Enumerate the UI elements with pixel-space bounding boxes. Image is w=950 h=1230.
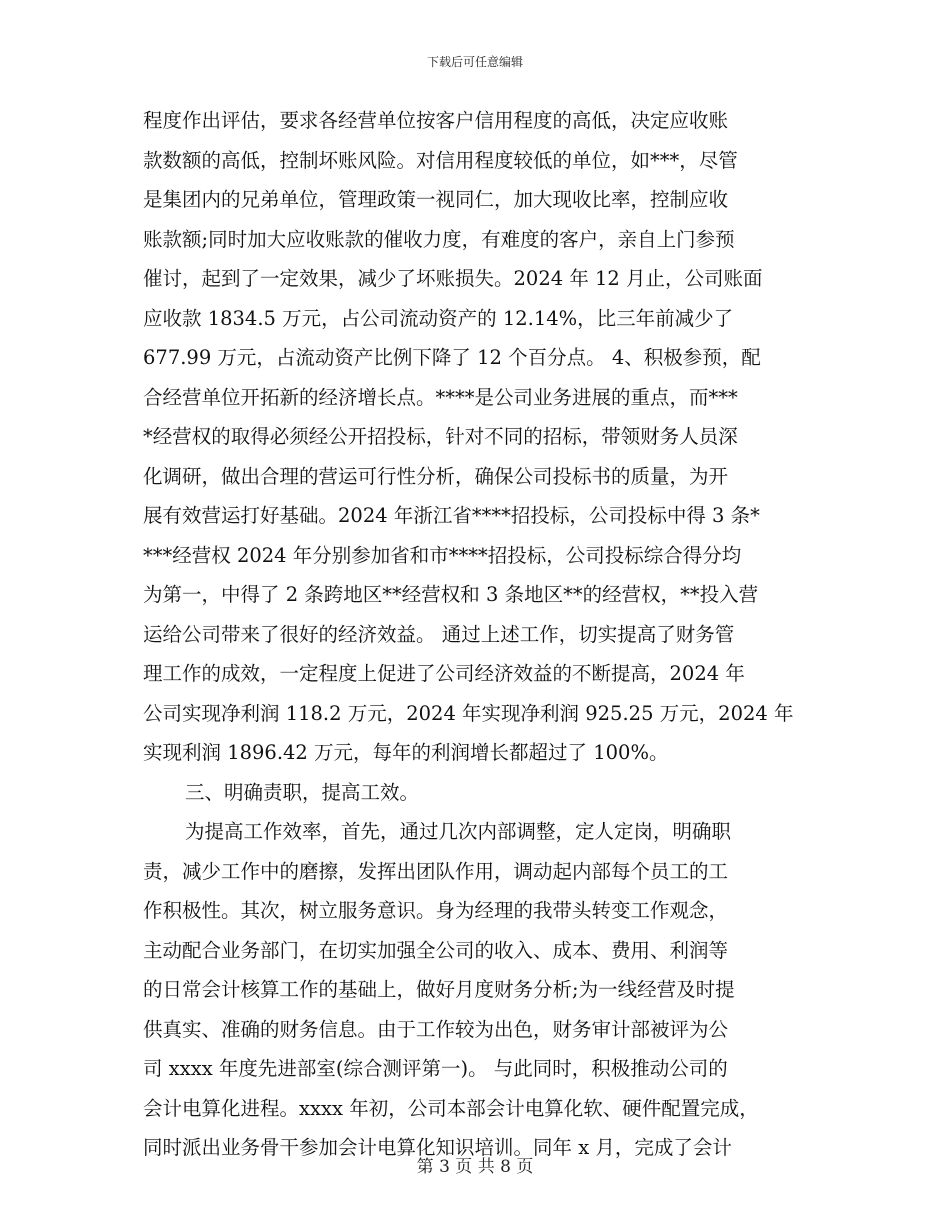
text-line: 供真实、准确的财务信息。由于工作较为出色，财务审计部被评为公 [143,1017,729,1041]
text-line: 实现利润 1896.42 万元，每年的利润增长都超过了 100%。 [143,741,669,764]
text-line: 主动配合业务部门，在切实加强全公司的收入、成本、费用、利润等 [143,938,729,962]
text-line: 会计电算化进程。xxxx 年初，公司本部会计电算化软、硬件配置完成， [143,1096,759,1120]
text-line: 合经营单位开拓新的经济增长点。****是公司业务进展的重点，而*** [143,385,738,409]
text-line: 的日常会计核算工作的基础上，做好月度财务分析;为一线经营及时提 [143,978,735,1001]
text-line: 为第一，中得了 2 条跨地区**经营权和 3 条地区**的经营权，**投入营 [143,583,759,606]
text-line: 催讨，起到了一定效果，减少了坏账损失。2024 年 12 月止，公司账面 [143,267,763,290]
text-line: 化调研，做出合理的营运可行性分析，确保公司投标书的质量，为开 [143,464,729,488]
text-line: 应收款 1834.5 万元，占公司流动资产的 12.14%，比三年前减少了 [143,306,734,330]
text-line: 展有效营运打好基础。2024 年浙江省****招投标，公司投标中得 3 条* [143,504,760,527]
text-line: 公司实现净利润 118.2 万元，2024 年实现净利润 925.25 万元，2024 年 [143,701,794,725]
text-line: 程度作出评估，要求各经营单位按客户信用程度的高低，决定应收账 [143,109,729,132]
text-line: 款数额的高低，控制坏账风险。对信用程度较低的单位，如***，尽管 [143,148,738,172]
text-line: 是集团内的兄弟单位，管理政策一视同仁，加大现收比率，控制应收 [143,188,729,211]
text-line: 司 xxxx 年度先进部室(综合测评第一)。 与此同时，积极推动公司的 [143,1057,728,1080]
page-header: 下载后可任意编辑 [426,55,523,69]
text-line: 责，减少工作中的磨擦，发挥出团队作用，调动起内部每个员工的工 [143,859,729,883]
text-line: *经营权的取得必须经公开招投标，针对不同的招标，带领财务人员深 [143,425,738,448]
page-number: 第 3 页 共 8 页 [416,1157,534,1177]
text-line: 677.99 万元，占流动资产比例下降了 12 个百分点。 4、积极参预，配 [143,346,761,369]
text-line: 运给公司带来了很好的经济效益。 通过上述工作，切实提高了财务管 [143,622,735,646]
text-line: 同时派出业务骨干参加会计电算化知识培训。同年 x 月，完成了会计 [143,1136,732,1159]
text-line: ***经营权 2024 年分别参加省和市****招投标，公司投标综合得分均 [143,543,742,567]
text-line: 为提高工作效率，首先，通过几次内部调整，定人定岗，明确职 [185,820,732,843]
text-line: 理工作的成效，一定程度上促进了公司经济效益的不断提高，2024 年 [143,662,745,685]
text-line: 账款额;同时加大应收账款的催收力度，有难度的客户，亲自上门参预 [143,227,735,251]
text-line: 作积极性。其次，树立服务意识。身为经理的我带头转变工作观念， [143,899,729,922]
document-body [143,101,815,1168]
section-heading: 三、明确责职，提高工效。 [185,780,420,804]
